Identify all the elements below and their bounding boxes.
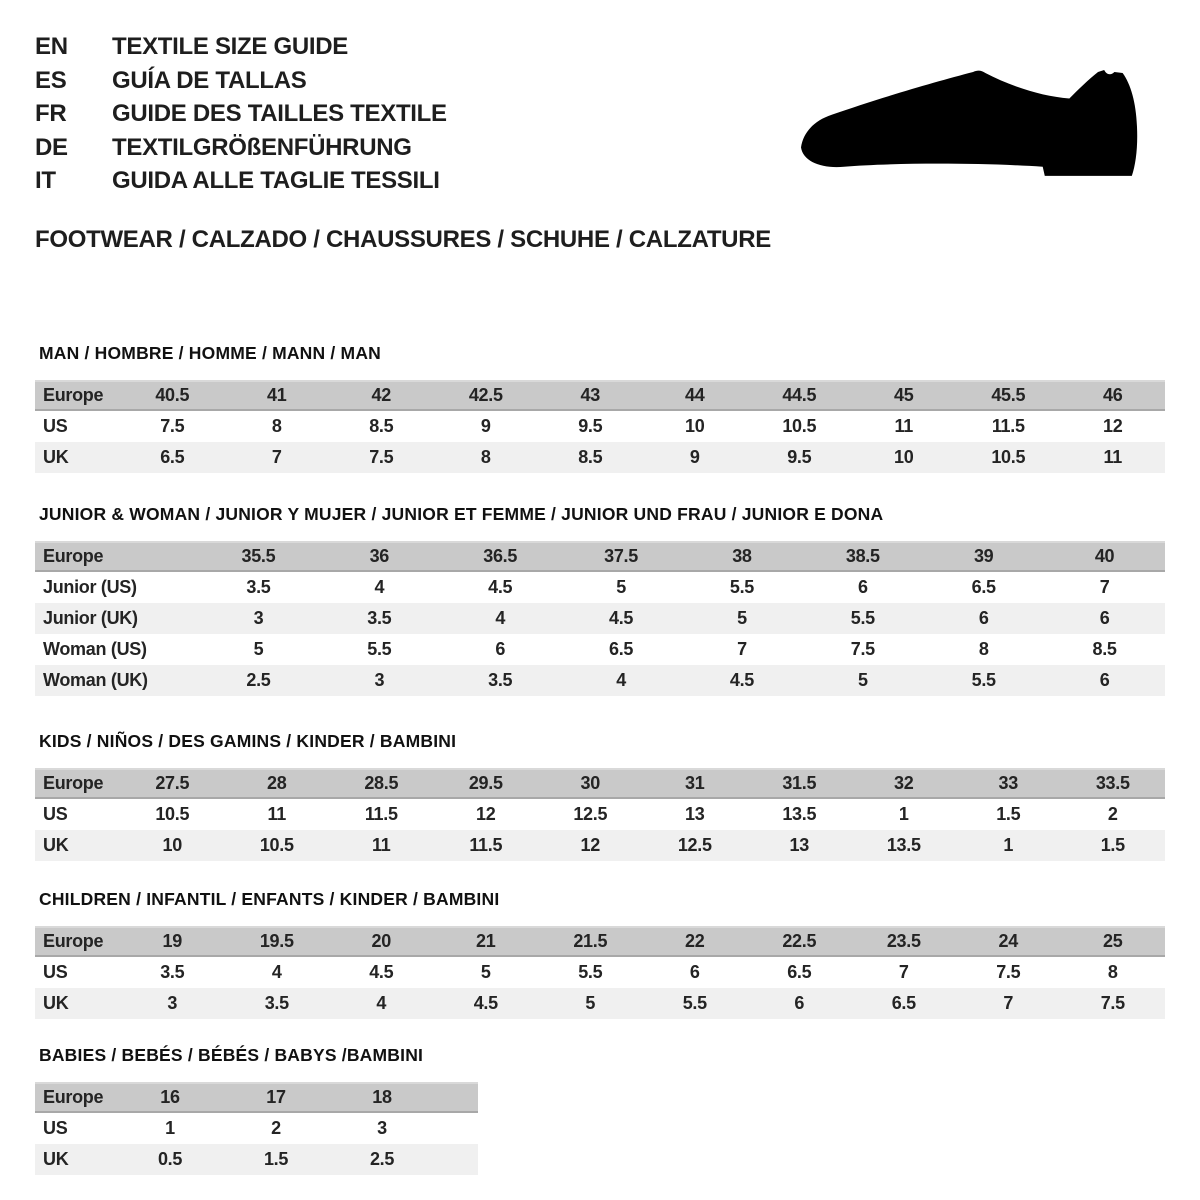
- size-value: 4.5: [369, 961, 394, 982]
- size-value: 6.5: [609, 638, 634, 659]
- category-line: FOOTWEAR / CALZADO / CHAUSSURES / SCHUHE / CALZATURE: [35, 225, 771, 253]
- size-value: 3: [253, 607, 264, 628]
- size-value: 38.5: [845, 545, 880, 566]
- size-value: 1: [1003, 834, 1014, 855]
- table-row-children-us: [35, 957, 1165, 988]
- size-value: 42: [371, 384, 391, 405]
- size-value: 20: [371, 930, 391, 951]
- section-junior-woman: [35, 505, 1165, 696]
- language-row-en: [35, 30, 1165, 64]
- size-value: 42.5: [468, 384, 503, 405]
- size-value: 6.5: [971, 576, 996, 597]
- size-value: 2: [271, 1117, 281, 1138]
- size-value: 45: [894, 384, 914, 405]
- guide-title: GUIDE DES TAILLES TEXTILE: [112, 100, 447, 127]
- size-table-babies: [35, 1082, 478, 1175]
- size-value: 7: [1099, 576, 1110, 597]
- table-row-children-europe: [35, 926, 1165, 957]
- row-label: Junior (UK): [43, 607, 138, 628]
- table-row-junior-woman-europe: [35, 541, 1165, 572]
- size-value: 32: [894, 772, 914, 793]
- size-value: 35.5: [241, 545, 276, 566]
- size-value: 8: [271, 415, 282, 436]
- size-value: 7.5: [850, 638, 875, 659]
- guide-title: TEXTILGRÖßENFÜHRUNG: [112, 133, 412, 161]
- size-value: 21.5: [573, 930, 608, 951]
- size-table-man: [35, 380, 1165, 473]
- size-value: 6: [1099, 607, 1110, 628]
- row-label: UK: [43, 1148, 69, 1169]
- size-value: 10.5: [782, 415, 817, 436]
- size-value: 19: [162, 930, 182, 951]
- size-value: 17: [266, 1086, 286, 1107]
- size-value: 36: [369, 545, 390, 566]
- language-code: ES: [35, 66, 67, 94]
- size-value: 12.5: [573, 803, 608, 824]
- section-title-babies: BABIES / BEBÉS / BÉBÉS / BABYS /BAMBINI: [39, 1044, 424, 1065]
- size-value: 10.5: [991, 446, 1026, 467]
- size-value: 4.5: [488, 576, 513, 597]
- size-value: 6.5: [160, 446, 185, 467]
- size-value: 46: [1103, 384, 1123, 405]
- size-value: 5: [616, 576, 626, 597]
- size-value: 13.5: [782, 803, 817, 824]
- language-code: FR: [35, 100, 67, 127]
- row-label: Junior (US): [43, 576, 137, 597]
- row-label: Europe: [43, 384, 104, 405]
- size-value: 5: [253, 638, 264, 659]
- size-value: 11: [372, 834, 391, 855]
- size-value: 38: [732, 545, 752, 566]
- size-value: 10: [685, 415, 705, 436]
- size-value: 1.5: [1100, 834, 1125, 855]
- size-value: 8: [480, 446, 491, 467]
- size-value: 4.5: [729, 669, 754, 690]
- table-row-babies-uk: [35, 1144, 478, 1175]
- row-label: Europe: [43, 772, 104, 793]
- size-value: 22: [685, 930, 705, 951]
- size-value: 5: [737, 607, 747, 628]
- size-value: 44.5: [782, 384, 817, 405]
- size-value: 11.5: [364, 803, 398, 824]
- row-label: Europe: [43, 545, 104, 566]
- table-row-junior-woman-junior-us: [35, 572, 1165, 603]
- language-code: EN: [35, 33, 68, 60]
- size-value: 6: [1099, 669, 1110, 690]
- size-value: 23.5: [886, 930, 921, 951]
- size-value: 4: [495, 607, 506, 628]
- row-label: US: [43, 961, 68, 982]
- size-value: 5.5: [578, 961, 603, 982]
- guide-title: GUIDA ALLE TAGLIE TESSILI: [112, 167, 440, 194]
- table-row-man-uk: [35, 442, 1165, 473]
- size-value: 11.5: [469, 834, 503, 855]
- size-value: 5.5: [682, 992, 707, 1013]
- section-title-junior-woman: JUNIOR & WOMAN / JUNIOR Y MUJER / JUNIOR ET FEMME / JUNIOR UND FRAU / JUNIOR E DONA: [39, 503, 884, 524]
- size-value: 10: [894, 446, 914, 467]
- size-value: 4: [376, 992, 387, 1013]
- size-value: 3: [377, 1117, 387, 1138]
- size-value: 3: [374, 669, 385, 690]
- size-value: 29.5: [468, 772, 503, 793]
- size-value: 3.5: [160, 961, 185, 982]
- row-label: UK: [43, 992, 69, 1013]
- table-row-babies-us: [35, 1113, 478, 1144]
- size-value: 7: [898, 961, 909, 982]
- guide-title: GUÍA DE TALLAS: [112, 66, 307, 94]
- size-value: 4: [616, 669, 626, 690]
- size-value: 6.5: [891, 992, 916, 1013]
- size-value: 3.5: [264, 992, 289, 1013]
- size-value: 6: [495, 638, 506, 659]
- size-value: 9.5: [787, 446, 812, 467]
- row-label: US: [43, 415, 68, 436]
- table-row-babies-europe: [35, 1082, 478, 1113]
- size-value: 4: [374, 576, 385, 597]
- section-kids: [35, 732, 1165, 861]
- table-row-man-europe: [35, 380, 1165, 411]
- language-code: DE: [35, 133, 68, 161]
- size-value: 8.5: [578, 446, 603, 467]
- size-value: 24: [998, 930, 1018, 951]
- table-row-junior-woman-junior-uk: [35, 603, 1165, 634]
- size-value: 3.5: [246, 576, 271, 597]
- size-value: 37.5: [604, 545, 638, 566]
- table-row-kids-us: [35, 799, 1165, 830]
- size-value: 7.5: [996, 961, 1021, 982]
- section-man: [35, 344, 1165, 473]
- size-table-kids: [35, 768, 1165, 861]
- size-value: 18: [372, 1086, 392, 1107]
- size-value: 12: [1103, 415, 1123, 436]
- table-row-kids-europe: [35, 768, 1165, 799]
- section-babies: [35, 1046, 1165, 1175]
- size-value: 43: [580, 384, 600, 405]
- section-title-kids: KIDS / NIÑOS / DES GAMINS / KINDER / BAMBINI: [39, 730, 457, 751]
- size-value: 7: [1003, 992, 1014, 1013]
- size-value: 5.5: [850, 607, 875, 628]
- size-value: 6: [857, 576, 868, 597]
- size-value: 9.5: [578, 415, 603, 436]
- size-value: 19.5: [259, 930, 294, 951]
- size-value: 5.5: [367, 638, 392, 659]
- size-value: 6: [794, 992, 805, 1013]
- size-value: 7.5: [1100, 992, 1125, 1013]
- size-value: 5: [857, 669, 868, 690]
- table-row-junior-woman-woman-uk: [35, 665, 1165, 696]
- row-label: Europe: [43, 930, 104, 951]
- size-value: 2.5: [246, 669, 271, 690]
- dress-shoe-icon: [801, 70, 1139, 182]
- size-value: 8.5: [369, 415, 394, 436]
- size-value: 36.5: [483, 545, 518, 566]
- size-value: 16: [160, 1086, 180, 1107]
- size-value: 4.5: [609, 607, 634, 628]
- size-value: 8: [978, 638, 989, 659]
- size-value: 39: [973, 545, 994, 566]
- row-label: Woman (US): [43, 638, 147, 659]
- row-label: US: [43, 803, 68, 824]
- table-row-kids-uk: [35, 830, 1165, 861]
- size-value: 5.5: [971, 669, 996, 690]
- size-value: 31.5: [782, 772, 817, 793]
- size-value: 22.5: [782, 930, 817, 951]
- size-value: 40.5: [155, 384, 190, 405]
- size-value: 7.5: [369, 446, 394, 467]
- language-code: IT: [35, 167, 56, 194]
- size-value: 7: [737, 638, 747, 659]
- size-value: 21: [476, 930, 496, 951]
- size-value: 7: [271, 446, 282, 467]
- size-value: 30: [580, 772, 600, 793]
- size-table-children: [35, 926, 1165, 1019]
- size-value: 28: [267, 772, 287, 793]
- size-value: 11: [894, 415, 913, 436]
- table-row-junior-woman-woman-us: [35, 634, 1165, 665]
- size-value: 45.5: [991, 384, 1026, 405]
- size-value: 11: [1103, 446, 1122, 467]
- size-value: 5: [480, 961, 491, 982]
- size-value: 13: [789, 834, 809, 855]
- size-tables: [0, 344, 1200, 1175]
- size-value: 2.5: [369, 1148, 395, 1169]
- size-value: 9: [689, 446, 700, 467]
- size-value: 41: [267, 384, 287, 405]
- section-title-man: MAN / HOMBRE / HOMME / MANN / MAN: [39, 342, 381, 363]
- table-row-children-uk: [35, 988, 1165, 1019]
- size-value: 44: [685, 384, 705, 405]
- size-value: 12: [476, 803, 496, 824]
- size-value: 5.5: [729, 576, 754, 597]
- size-value: 10.5: [155, 803, 190, 824]
- size-value: 28.5: [364, 772, 399, 793]
- row-label: Woman (UK): [43, 669, 148, 690]
- size-value: 1.5: [996, 803, 1021, 824]
- size-value: 33: [998, 772, 1018, 793]
- size-value: 1: [165, 1117, 175, 1138]
- size-value: 1.5: [263, 1148, 289, 1169]
- size-value: 6.5: [787, 961, 812, 982]
- size-value: 8.5: [1092, 638, 1117, 659]
- size-value: 40: [1094, 545, 1115, 566]
- size-table-junior-woman: [35, 541, 1165, 696]
- size-value: 6: [689, 961, 700, 982]
- size-value: 31: [685, 772, 705, 793]
- size-value: 11: [267, 803, 286, 824]
- section-children: [35, 890, 1165, 1019]
- guide-title: TEXTILE SIZE GUIDE: [112, 33, 348, 60]
- size-value: 3.5: [367, 607, 392, 628]
- row-label: UK: [43, 834, 69, 855]
- table-row-man-us: [35, 411, 1165, 442]
- size-value: 12: [580, 834, 600, 855]
- size-value: 0.5: [157, 1148, 183, 1169]
- size-value: 5: [585, 992, 596, 1013]
- row-label: US: [43, 1117, 68, 1138]
- row-label: Europe: [43, 1086, 104, 1107]
- size-value: 10: [162, 834, 182, 855]
- size-value: 2: [1107, 803, 1118, 824]
- size-value: 3.5: [488, 669, 513, 690]
- size-value: 4.5: [473, 992, 498, 1013]
- size-value: 11.5: [991, 415, 1025, 436]
- size-value: 25: [1103, 930, 1123, 951]
- size-value: 9: [480, 415, 491, 436]
- row-label: UK: [43, 446, 69, 467]
- size-value: 4: [271, 961, 282, 982]
- size-value: 8: [1107, 961, 1118, 982]
- size-value: 13: [685, 803, 705, 824]
- size-value: 27.5: [155, 772, 190, 793]
- size-value: 10.5: [259, 834, 294, 855]
- size-value: 3: [167, 992, 178, 1013]
- header: [0, 0, 1200, 252]
- section-title-children: CHILDREN / INFANTIL / ENFANTS / KINDER / BAMBINI: [39, 888, 500, 909]
- size-value: 12.5: [677, 834, 712, 855]
- size-value: 33.5: [1095, 772, 1130, 793]
- size-value: 1: [898, 803, 909, 824]
- size-value: 7.5: [160, 415, 185, 436]
- size-value: 6: [978, 607, 989, 628]
- size-value: 13.5: [886, 834, 921, 855]
